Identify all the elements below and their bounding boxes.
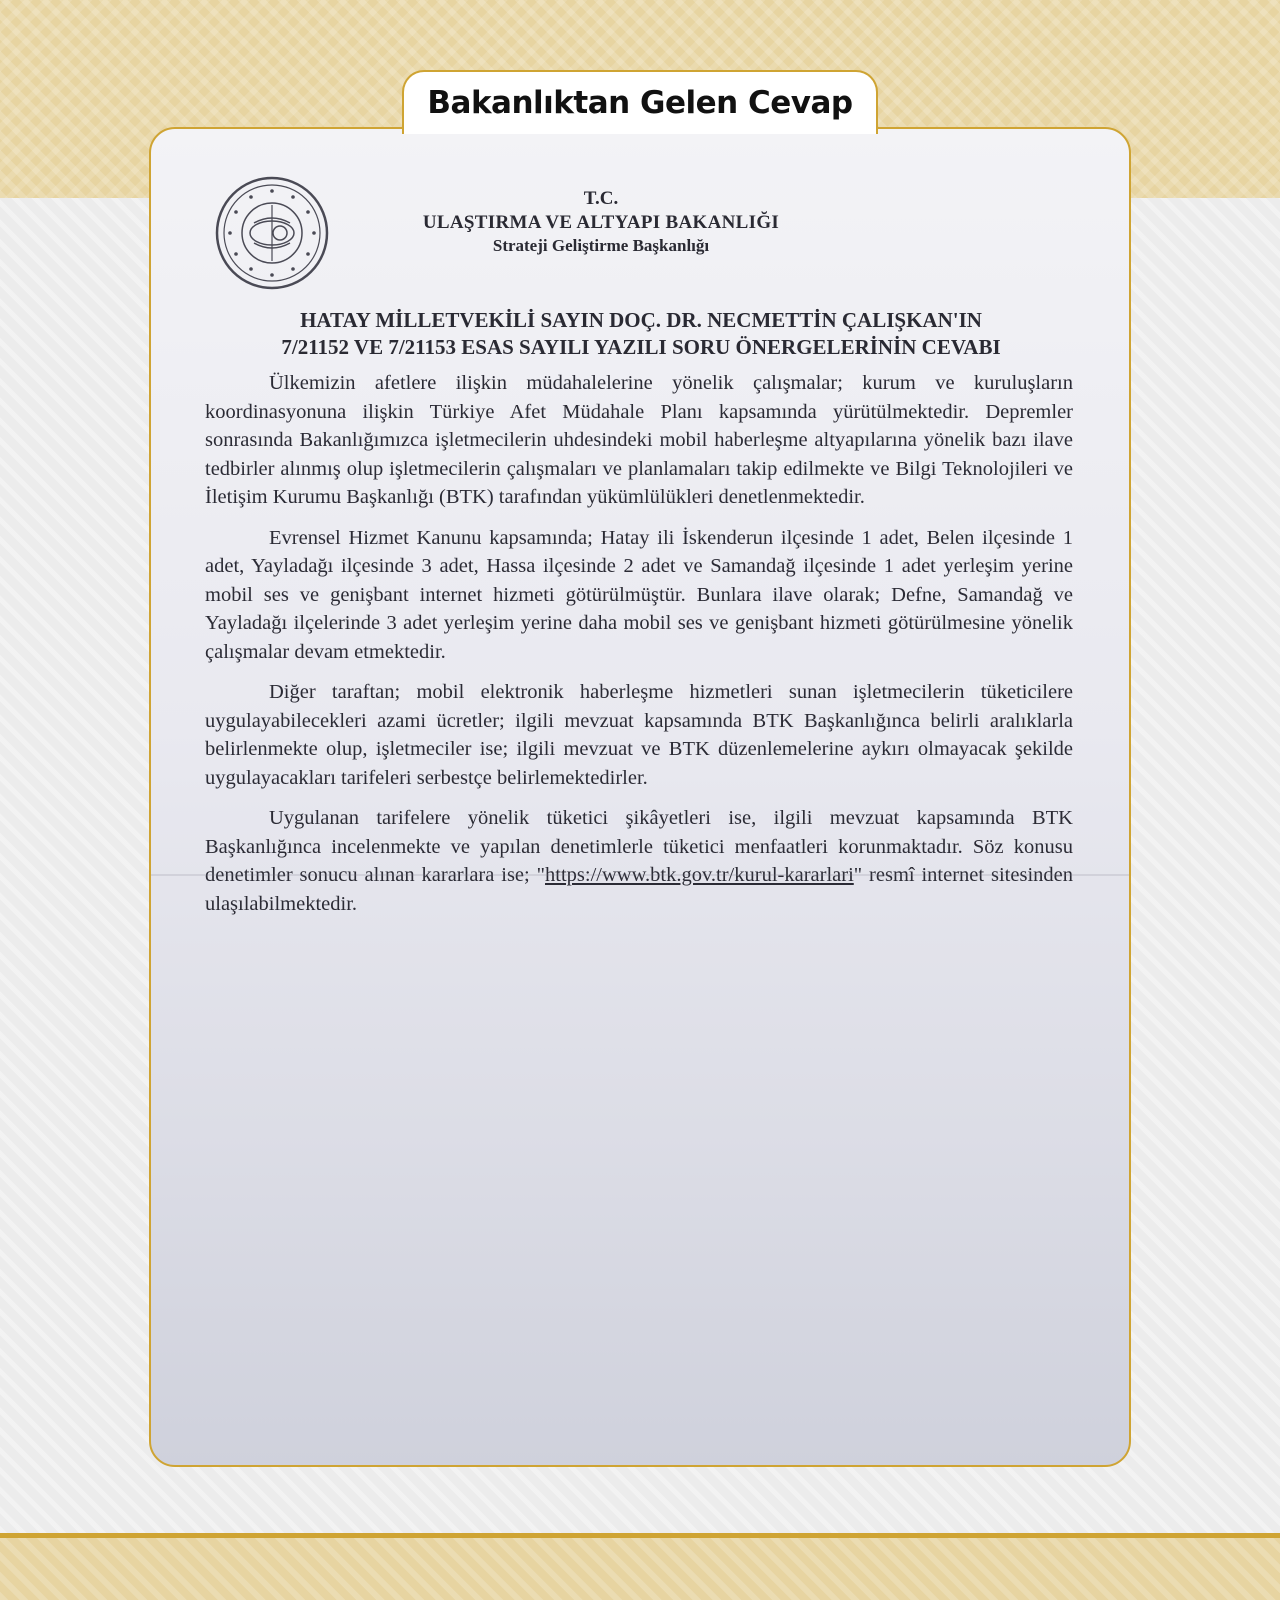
paragraph-1: Ülkemizin afetlere ilişkin müdahalelerine yönelik çalışmalar; kurum ve kuruluşların koordinasyonuna ilişkin Türkiye Afet Müdahale Planı kapsamında yürütülmektedir. Depremler sonrasında Bakanlığımızca işletmecilerin uhdesindeki mobil haberleşme altyapılarına yönelik bazı ilave tedbirler alınmış olup işletmecilerin çalışmaları ve planlamaları takip edilmekte ve Bilgi Teknolojileri ve İletişim Kurumu Başkanlığı (BTK) tarafından yükümlülükleri denetlenmektedir. <box>205 372 1073 508</box>
paragraph-4-end: " resmî internet sitesinden ulaşılabilmektedir. <box>205 864 1073 915</box>
letterhead <box>391 187 811 256</box>
paragraph-4 <box>205 804 1073 918</box>
document-photo <box>149 127 1131 1467</box>
bottom-gold-band <box>0 1533 1280 1600</box>
document-body <box>205 369 1073 930</box>
ministry-seal-icon <box>214 175 330 291</box>
document-title-line2: 7/21152 VE 7/21153 ESAS SAYILI YAZILI SORU ÖNERGELERİNİN CEVABI <box>281 335 1001 360</box>
paragraph-4-text: Uygulanan tarifelere yönelik tüketici şikâyetleri ise, ilgili mevzuat kapsamında BTK Başkanlığınca incelenmekte ve yapılan denetimlerle tüketici menfaatleri korunmaktadır. Söz konusu denetimler sonucu alınan kararlara ise; " <box>205 807 1073 886</box>
document-title-line1: HATAY MİLLETVEKİLİ SAYIN DOÇ. DR. NECMETTİN ÇALIŞKAN'IN <box>300 308 982 332</box>
letterhead-department: Strateji Geliştirme Başkanlığı <box>492 235 710 255</box>
page-title: Bakanlıktan Gelen Cevap <box>402 70 878 134</box>
paragraph-2: Evrensel Hizmet Kanunu kapsamında; Hatay ili İskenderun ilçesinde 1 adet, Belen ilçesinde 1 adet, Yayladağı ilçesinde 3 adet, Hassa ilçesinde 2 adet ve Samandağ ilçesinde 1 adet yerleşim yerine mobil ses ve genişbant internet hizmeti götürülmüştür. Bunlara ilave olarak; Defne, Samandağ ve Yayladağı ilçelerinde 3 adet yerleşim yerine daha mobil ses ve genişbant hizmeti götürülmesine yönelik çalışmalar devam etmektedir. <box>205 526 1073 663</box>
letterhead-ministry: ULAŞTIRMA VE ALTYAPI BAKANLIĞI <box>422 211 780 233</box>
document-title <box>211 307 1071 362</box>
btk-link: https://www.btk.gov.tr/kurul-kararlari <box>545 864 854 886</box>
letterhead-line1: T.C. <box>583 188 619 209</box>
paragraph-3: Diğer taraftan; mobil elektronik haberleşme hizmetleri sunan işletmecilerin tüketicilere uygulayabilecekleri azami ücretler; ilgili mevzuat kapsamında BTK Başkanlığınca belirli aralıklarla belirlenmekte olup, işletmeciler ise; ilgili mevzuat ve BTK düzenlemelerine aykırı olmayacak şekilde uygulayacakları tarifeleri serbestçe belirlemektedirler. <box>205 681 1073 789</box>
